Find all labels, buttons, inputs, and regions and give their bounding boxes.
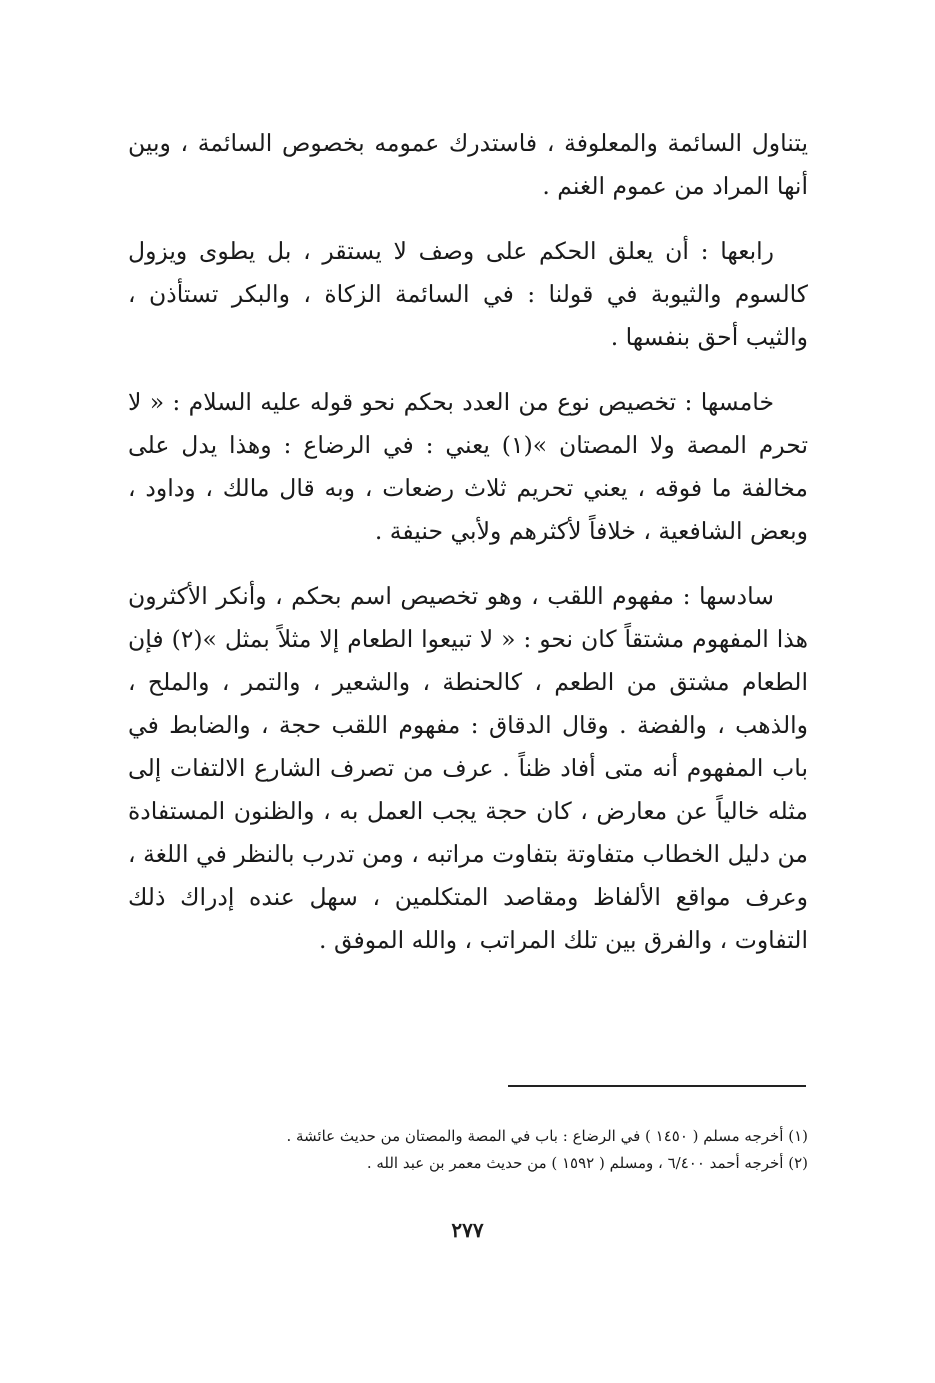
paragraph-fourth: رابعها : أن يعلق الحكم على وصف لا يستقر ، بل يطوى ويزول كالسوم والثيوبة في قولنا : في السائمة الزكاة ، والبكر تستأذن ، والثيب أحق بنفسها . <box>128 237 808 351</box>
paragraph-sixth: سادسها : مفهوم اللقب ، وهو تخصيص اسم بحكم ، وأنكر الأكثرون هذا المفهوم مشتقاً كان نحو : « لا تبيعوا الطعام إلا مثلاً بمثل »(٢) فإن الطعام مشتق من الطعم ، كالحنطة ، والشعير ، والتمر ، والملح ، والذهب ، والفضة . وقال الدقاق : مفهوم اللقب حجة ، والضابط في باب المفهوم أنه متى أفاد ظناً . عرف من تصرف الشارع الالتفات إلى مثله خالياً عن معارض ، كان حجة يجب العمل به ، والظنون المستفادة من دليل الخطاب متفاوتة بتفاوت مراتبه ، ومن تدرب بالنظر في اللغة ، وعرف مواقع الألفاظ ومقاصد المتكلمين ، سهل عنده إدراك ذلك التفاوت ، والفرق بين تلك المراتب ، والله الموفق . <box>128 582 808 954</box>
footnote-2: (٢) أخرجه أحمد ٦/٤٠٠ ، ومسلم ( ١٥٩٢ ) من حديث معمر بن عبد الله . <box>366 1154 808 1172</box>
page-number: ٢٧٧ <box>451 1218 484 1242</box>
paragraph-continuation: يتناول السائمة والمعلوفة ، فاستدرك عمومه بخصوص السائمة ، وبين أنها المراد من عموم الغنم . <box>128 129 808 200</box>
footnote-1: (١) أخرجه مسلم ( ١٤٥٠ ) في الرضاع : باب في المصة والمصتان من حديث عائشة . <box>286 1127 808 1145</box>
footnotes <box>180 1123 808 1177</box>
paragraph-fifth: خامسها : تخصيص نوع من العدد بحكم نحو قوله عليه السلام : « لا تحرم المصة ولا المصتان »(١) يعني : في الرضاع : وهذا يدل على مخالفة ما فوقه ، يعني تحريم ثلاث رضعات ، وبه قال مالك ، وداود ، وبعض الشافعية ، خلافاً لأكثرهم ولأبي حنيفة . <box>128 388 808 545</box>
main-text <box>128 122 808 984</box>
footnote-separator <box>508 1085 806 1087</box>
